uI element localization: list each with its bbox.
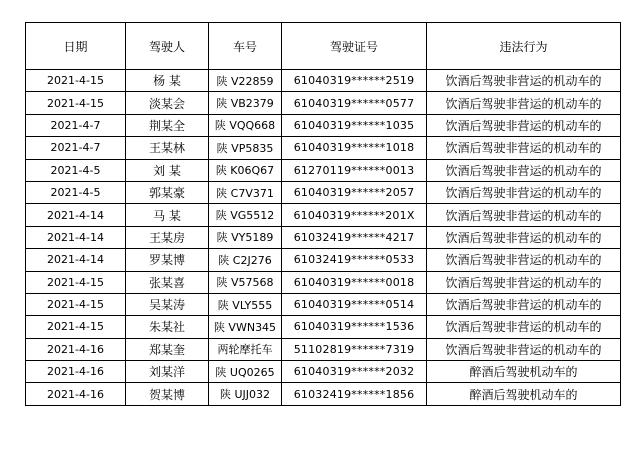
table-body [26, 70, 621, 406]
cell-violation: 饮酒后驾驶非营运的机动车的 [427, 204, 621, 226]
cell-plate: 陕 VQQ668 [209, 114, 282, 136]
cell-date: 2021-4-7 [26, 137, 126, 159]
cell-driver: 马 某 [126, 204, 209, 226]
table-row [26, 338, 621, 360]
cell-driver: 朱某社 [126, 316, 209, 338]
table-row [26, 204, 621, 226]
cell-license: 61040319******1035 [282, 114, 427, 136]
header-plate: 车号 [209, 23, 282, 70]
cell-date: 2021-4-5 [26, 181, 126, 203]
cell-violation: 饮酒后驾驶非营运的机动车的 [427, 114, 621, 136]
table-header-row [26, 23, 621, 70]
cell-plate: 陕 K06Q67 [209, 159, 282, 181]
cell-date: 2021-4-14 [26, 249, 126, 271]
cell-license: 51102819******7319 [282, 338, 427, 360]
cell-plate: 两轮摩托车 [209, 338, 282, 360]
table-row [26, 249, 621, 271]
cell-violation: 饮酒后驾驶非营运的机动车的 [427, 226, 621, 248]
header-date: 日期 [26, 23, 126, 70]
cell-plate: 陕 V22859 [209, 70, 282, 92]
cell-plate: 陕 VB2379 [209, 92, 282, 114]
cell-driver: 王某房 [126, 226, 209, 248]
cell-driver: 郑某奎 [126, 338, 209, 360]
cell-plate: 陕 UJJ032 [209, 383, 282, 405]
cell-plate: 陕 V57568 [209, 271, 282, 293]
cell-plate: 陕 UQ0265 [209, 361, 282, 383]
table-row [26, 293, 621, 315]
cell-violation: 饮酒后驾驶非营运的机动车的 [427, 316, 621, 338]
cell-violation: 饮酒后驾驶非营运的机动车的 [427, 338, 621, 360]
header-violation: 违法行为 [427, 23, 621, 70]
cell-date: 2021-4-15 [26, 271, 126, 293]
cell-plate: 陕 VG5512 [209, 204, 282, 226]
cell-license: 61040319******2519 [282, 70, 427, 92]
cell-license: 61040319******0577 [282, 92, 427, 114]
cell-date: 2021-4-15 [26, 316, 126, 338]
cell-driver: 王某林 [126, 137, 209, 159]
cell-driver: 杨 某 [126, 70, 209, 92]
cell-license: 61270119******0013 [282, 159, 427, 181]
cell-license: 61032419******4217 [282, 226, 427, 248]
cell-plate: 陕 VY5189 [209, 226, 282, 248]
header-driver: 驾驶人 [126, 23, 209, 70]
cell-violation: 饮酒后驾驶非营运的机动车的 [427, 137, 621, 159]
header-license: 驾驶证号 [282, 23, 427, 70]
cell-driver: 刘 某 [126, 159, 209, 181]
cell-driver: 刘某洋 [126, 361, 209, 383]
cell-date: 2021-4-15 [26, 70, 126, 92]
cell-license: 61040319******201X [282, 204, 427, 226]
cell-license: 61032419******1856 [282, 383, 427, 405]
cell-plate: 陕 VP5835 [209, 137, 282, 159]
cell-driver: 贺某博 [126, 383, 209, 405]
cell-driver: 郭某豪 [126, 181, 209, 203]
cell-license: 61040319******1018 [282, 137, 427, 159]
cell-violation: 醉酒后驾驶机动车的 [427, 383, 621, 405]
cell-date: 2021-4-15 [26, 92, 126, 114]
table-row [26, 114, 621, 136]
table-row [26, 226, 621, 248]
cell-violation: 饮酒后驾驶非营运的机动车的 [427, 271, 621, 293]
cell-driver: 张某喜 [126, 271, 209, 293]
cell-license: 61032419******0533 [282, 249, 427, 271]
cell-license: 61040319******1536 [282, 316, 427, 338]
cell-plate: 陕 C2J276 [209, 249, 282, 271]
cell-plate: 陕 VLY555 [209, 293, 282, 315]
cell-license: 61040319******0514 [282, 293, 427, 315]
cell-date: 2021-4-16 [26, 383, 126, 405]
cell-violation: 饮酒后驾驶非营运的机动车的 [427, 293, 621, 315]
cell-driver: 淡某会 [126, 92, 209, 114]
table-row [26, 383, 621, 405]
cell-driver: 罗某博 [126, 249, 209, 271]
cell-date: 2021-4-16 [26, 361, 126, 383]
cell-license: 61040319******2032 [282, 361, 427, 383]
table-row [26, 137, 621, 159]
cell-violation: 饮酒后驾驶非营运的机动车的 [427, 249, 621, 271]
cell-violation: 饮酒后驾驶非营运的机动车的 [427, 159, 621, 181]
table-row [26, 271, 621, 293]
cell-license: 61040319******0018 [282, 271, 427, 293]
cell-date: 2021-4-7 [26, 114, 126, 136]
cell-date: 2021-4-14 [26, 204, 126, 226]
table-row [26, 361, 621, 383]
cell-plate: 陕 C7V371 [209, 181, 282, 203]
cell-violation: 饮酒后驾驶非营运的机动车的 [427, 70, 621, 92]
cell-date: 2021-4-15 [26, 293, 126, 315]
cell-violation: 饮酒后驾驶非营运的机动车的 [427, 92, 621, 114]
table-row [26, 181, 621, 203]
cell-violation: 饮酒后驾驶非营运的机动车的 [427, 181, 621, 203]
cell-date: 2021-4-14 [26, 226, 126, 248]
table-row [26, 92, 621, 114]
cell-plate: 陕 VWN345 [209, 316, 282, 338]
cell-date: 2021-4-16 [26, 338, 126, 360]
cell-date: 2021-4-5 [26, 159, 126, 181]
cell-driver: 荆某全 [126, 114, 209, 136]
table-row [26, 70, 621, 92]
table-row [26, 159, 621, 181]
violation-record-table [25, 22, 621, 406]
table-row [26, 316, 621, 338]
cell-license: 61040319******2057 [282, 181, 427, 203]
cell-driver: 吴某涛 [126, 293, 209, 315]
cell-violation: 醉酒后驾驶机动车的 [427, 361, 621, 383]
